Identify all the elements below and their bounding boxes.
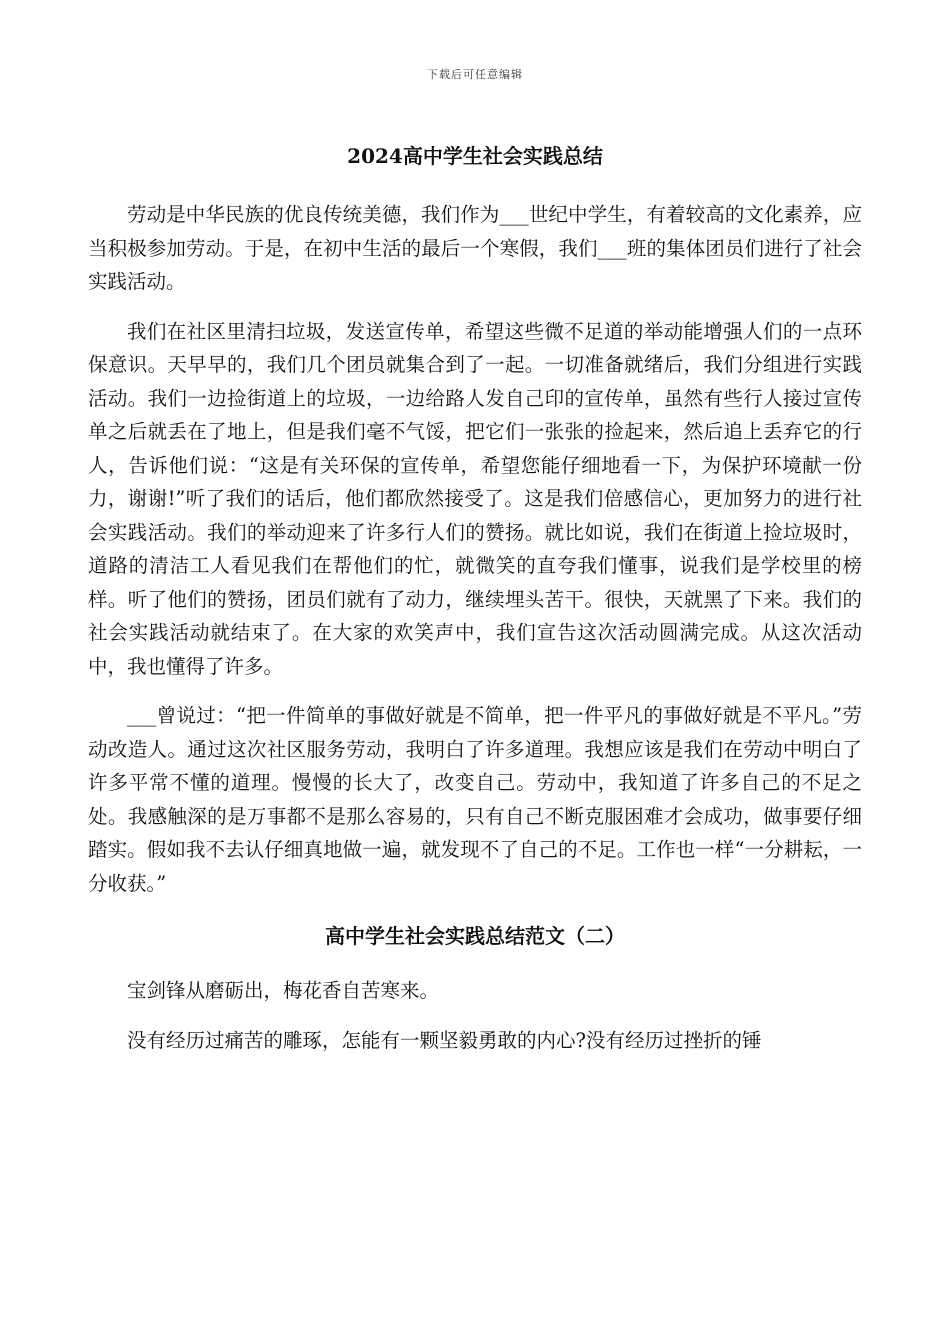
paragraph-3: ___曾说过：“把一件简单的事做好就是不简单，把一件平凡的事做好就是不平凡。”劳动改造人。通过这次社区服务劳动，我明白了许多道理。我想应该是我们在劳动中明白了许多平常不懂的道理。慢慢的长大了，改变自己。劳动中，我知道了许多自己的不足之处。我感触深的是万事都不是那么容易的，只有自己不断克服困难才会成功，做事要仔细踏实。假如我不去认仔细真地做一遍，就发现不了自己的不足。工作也一样“一分耕耘，一分收获。” (88, 704, 862, 895)
paragraph-2: 我们在社区里清扫垃圾，发送宣传单，希望这些微不足道的举动能增强人们的一点环保意识。天早早的，我们几个团员就集合到了一起。一切准备就绪后，我们分组进行实践活动。我们一边捡街道上的垃圾，一边给路人发自己印的宣传单，虽然有些行人接过宣传单之后就丢在了地上，但是我们毫不气馁，把它们一张张的捡起来，然后追上丢弃它的行人，告诉他们说：“这是有关环保的宣传单，希望您能仔细地看一下，为保护环境献一份力，谢谢!”听了我们的话后，他们都欣然接受了。这是我们倍感信心，更加努力的进行社会实践活动。我们的举动迎来了许多行人们的赞扬。就比如说，我们在街道上捡垃圾时，道路的清洁工人看见我们在帮他们的忙，就微笑的直夸我们懂事，说我们是学校里的榜样。听了他们的赞扬，团员们就有了动力，继续埋头苦干。很快，天就黑了下来。我们的社会实践活动就结束了。在大家的欢笑声中，我们宣告这次活动圆满完成。从这次活动中，我也懂得了许多。 (88, 319, 862, 678)
header-note: 下载后可任意编辑 (427, 68, 523, 81)
section-2-paragraph-2: 没有经历过痛苦的雕琢，怎能有一颗坚毅勇敢的内心?没有经历过挫折的锤 (127, 1028, 762, 1052)
document-content (88, 140, 862, 1073)
document-title: 2024高中学生社会实践总结 (347, 144, 603, 168)
section-2-title: 高中学生社会实践总结范文（二） (325, 924, 625, 948)
section-2-paragraph-1: 宝剑锋从磨砺出，梅花香自苦寒来。 (127, 979, 440, 1002)
paragraph-1: 劳动是中华民族的优良传统美德，我们作为___世纪中学生，有着较高的文化素养，应当积极参加劳动。于是，在初中生活的最后一个寒假，我们___班的集体团员们进行了社会实践活动。 (88, 203, 862, 293)
